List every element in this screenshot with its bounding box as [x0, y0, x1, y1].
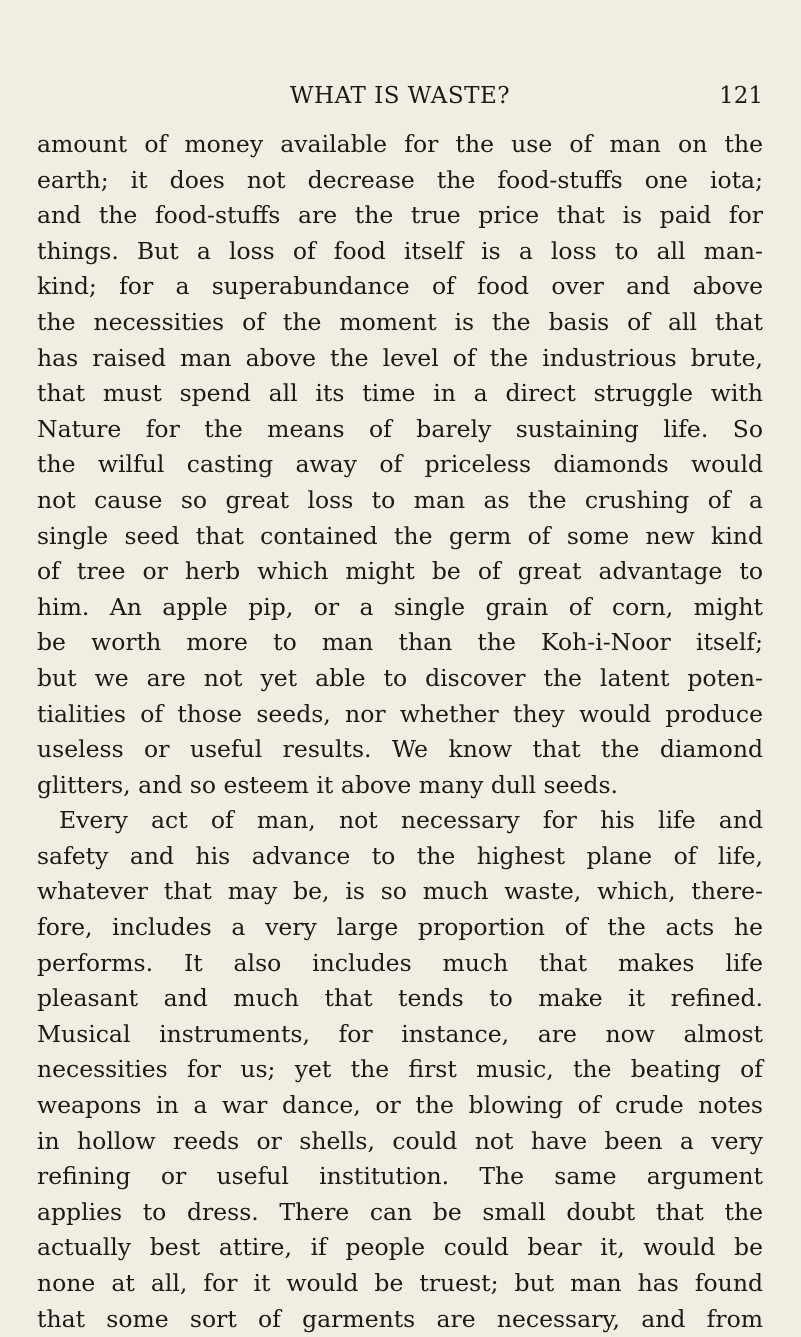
text-line: necessities for us; yet the first music, the beating of	[37, 1055, 763, 1084]
text-line: none at all, for it would be truest; but man has found	[37, 1269, 763, 1297]
text-line: glitters, and so esteem it above many dull seeds.	[37, 770, 619, 799]
text-line: performs. It also includes much that makes life	[37, 948, 763, 977]
text-line: and the food-stuffs are the true price that is paid for	[37, 201, 763, 230]
text-line: Nature for the means of barely sustaining life. So	[37, 414, 763, 443]
text-line: fore, includes a very large proportion of the acts he	[37, 913, 763, 942]
running-title: WHAT IS WASTE?	[289, 83, 511, 109]
text-line: of tree or herb which might be of great advantage to	[37, 557, 763, 586]
text-line: Musical instruments, for instance, are now almost	[37, 1019, 763, 1048]
text-line: safety and his advance to the highest plane of life,	[37, 841, 763, 870]
text-line: him. An apple pip, or a single grain of corn, might	[37, 592, 763, 621]
text-line: earth; it does not decrease the food-stuffs one iota;	[37, 165, 763, 194]
text-line: single seed that contained the germ of some new kind	[37, 521, 763, 550]
text-line: that some sort of garments are necessary, and from	[37, 1304, 763, 1333]
text-line: in hollow reeds or shells, could not have been a very	[37, 1126, 763, 1155]
text-line: amount of money available for the use of man on the	[37, 130, 763, 158]
text-line: pleasant and much that tends to make it refined.	[37, 984, 763, 1013]
text-line: be worth more to man than the Koh-i-Noor itself;	[37, 628, 763, 657]
text-line: whatever that may be, is so much waste, which, there-	[37, 877, 763, 906]
text-line: things. But a loss of food itself is a loss to all man-	[37, 236, 763, 265]
text-line: Every act of man, not necessary for his life and	[59, 806, 763, 835]
text-line: not cause so great loss to man as the crushing of a	[37, 485, 763, 514]
text-line: applies to dress. There can be small doubt that the	[37, 1197, 763, 1226]
body-text	[37, 127, 763, 1337]
text-line: has raised man above the level of the industrious brute,	[37, 343, 763, 372]
text-line: weapons in a war dance, or the blowing of crude notes	[37, 1091, 763, 1120]
page-number: 121	[719, 83, 763, 109]
text-line: the wilful casting away of priceless diamonds would	[37, 450, 763, 479]
text-line: tialities of those seeds, nor whether they would produce	[37, 699, 763, 728]
text-line: useless or useful results. We know that the diamond	[37, 735, 763, 764]
text-line: but we are not yet able to discover the latent poten-	[37, 663, 763, 692]
text-line: kind; for a superabundance of food over and above	[37, 272, 763, 301]
text-line: the necessities of the moment is the basis of all that	[37, 307, 763, 336]
text-line: that must spend all its time in a direct struggle with	[37, 379, 763, 408]
running-head	[37, 80, 763, 112]
text-line: refining or useful institution. The same argument	[37, 1162, 763, 1191]
text-line: actually best attire, if people could bear it, would be	[37, 1233, 763, 1262]
